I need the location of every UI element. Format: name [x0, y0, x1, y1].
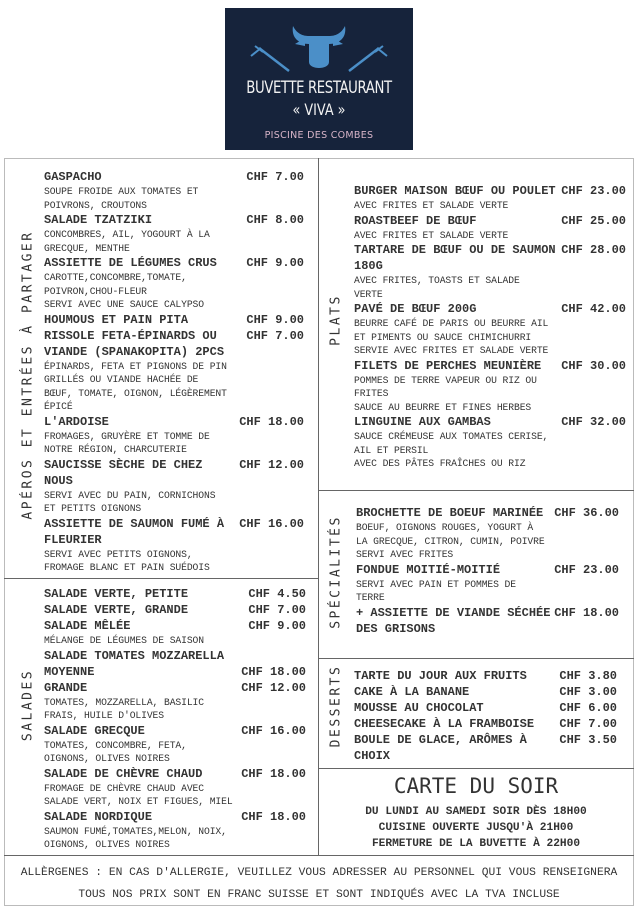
- item-description: SOUPE FROIDE AUX TOMATES ET: [44, 186, 199, 197]
- item-price: CHF 18.00: [239, 414, 304, 429]
- item-price: CHF 30.00: [561, 358, 626, 373]
- hours-line: CUISINE OUVERTE JUSQU'À 21H00: [378, 822, 574, 834]
- menu-item: [354, 716, 617, 732]
- item-description: FROMAGES, GRUYÈRE ET TOMME DE: [44, 430, 210, 442]
- item-name: GRANDE: [44, 680, 88, 695]
- item-description: SERVIE AVEC FRITES ET SALADE VERTE: [354, 345, 549, 356]
- desserts-list: [354, 668, 617, 764]
- item-name: MOUSSE AU CHOCOLAT: [354, 701, 484, 715]
- item-name: TARTE DU JOUR AUX FRUITS: [354, 669, 527, 683]
- item-name: FILETS DE PERCHES MEUNIÈRE: [354, 358, 542, 373]
- logo-location: PISCINE DES COMBES: [264, 130, 374, 141]
- item-price: CHF 7.00: [248, 603, 306, 617]
- item-description: NOTRE RÉGION, CHARCUTERIE: [44, 444, 187, 455]
- item-description: SAUCE CRÉMEUSE AUX TOMATES CERISE,: [354, 431, 549, 442]
- item-description: POIVRON,CHOU-FLEUR: [44, 285, 147, 297]
- item-description: GRECQUE, MENTHE: [44, 242, 130, 254]
- item-description: TERRE: [356, 592, 385, 603]
- hours-line: DU LUNDI AU SAMEDI SOIR DÈS 18H00: [365, 806, 587, 818]
- item-description: CONCOMBRES, AIL, YOGOURT À LA: [44, 229, 210, 240]
- item-description: BŒUF, TOMATE, OIGNON, LÉGÈREMENT: [44, 387, 227, 399]
- item-description: FROMAGE DE CHÈVRE CHAUD AVEC: [44, 782, 204, 794]
- item-price: CHF 8.00: [246, 213, 304, 227]
- item-name: SALADE GRECQUE: [44, 723, 145, 738]
- item-description: SAUCE AU BEURRE ET FINES HERBES: [354, 401, 532, 413]
- item-name: ASSIETTE DE LÉGUMES CRUS: [44, 256, 217, 270]
- item-description: MÉLANGE DE LÉGUMES DE SAISON: [44, 635, 204, 646]
- item-price: CHF 7.00: [246, 328, 304, 343]
- item-name: MOYENNE: [44, 664, 95, 679]
- carte-du-soir-title: CARTE DU SOIR: [393, 774, 559, 798]
- item-description: AVEC FRITES ET SALADE VERTE: [354, 229, 509, 241]
- item-description: BOEUF, OIGNONS ROUGES, YOGURT À: [356, 522, 534, 533]
- column-divider: [318, 158, 319, 855]
- item-description: SERVI AVEC UNE SAUCE CALYPSO: [44, 299, 204, 310]
- item-description: OIGNONS, OLIVES NOIRES: [44, 753, 170, 764]
- item-price: CHF 25.00: [561, 213, 626, 228]
- item-description: AIL ET PERSIL: [354, 444, 429, 456]
- section-divider: [318, 658, 634, 659]
- item-name: PAVÉ DE BŒUF 200G: [354, 302, 477, 316]
- item-name: LINGUINE AUX GAMBAS: [354, 415, 491, 429]
- item-price: CHF 18.00: [241, 809, 306, 824]
- menu-item: [356, 562, 619, 605]
- hours-line: FERMETURE DE LA BUVETTE À 22H00: [371, 838, 581, 850]
- item-price: CHF 3.80: [559, 669, 617, 683]
- item-description: FRAIS, HUILE D'OLIVES: [44, 710, 164, 721]
- item-description: FRITES: [354, 388, 389, 399]
- item-price: CHF 9.00: [246, 312, 304, 327]
- menu-item: [44, 457, 304, 516]
- item-name: BURGER MAISON BŒUF OU POULET: [354, 184, 556, 198]
- item-price: CHF 4.50: [248, 587, 306, 601]
- menu-item: [354, 668, 617, 684]
- item-name: SALADE NORDIQUE: [44, 809, 153, 824]
- menu-item: [44, 766, 306, 809]
- menu-item: [44, 809, 306, 852]
- item-name: ROASTBEEF DE BŒUF: [354, 213, 477, 228]
- menu-item: [356, 505, 619, 562]
- menu-item: [44, 723, 306, 766]
- item-price: CHF 23.00: [554, 562, 619, 577]
- logo-viva: « VIVA »: [292, 100, 346, 119]
- item-price: CHF 12.00: [239, 457, 304, 472]
- item-name: TARTARE DE BŒUF OU DE SAUMON 180G: [354, 243, 556, 273]
- item-price: CHF 3.00: [559, 685, 617, 699]
- item-price: CHF 9.00: [246, 256, 304, 270]
- section-divider: [4, 855, 634, 856]
- item-name: CHEESECAKE À LA FRAMBOISE: [354, 717, 535, 731]
- section-divider: [318, 490, 634, 491]
- item-description: SERVI AVEC FRITES: [356, 549, 454, 560]
- item-price: CHF 32.00: [561, 415, 626, 429]
- item-description: ET PETITS OIGNONS: [44, 503, 142, 514]
- menu-item: [354, 213, 626, 243]
- menu-item: [354, 358, 626, 415]
- menu-item: [44, 664, 306, 680]
- item-price: CHF 36.00: [554, 506, 619, 520]
- item-description: AVEC DES PÂTES FRAÎCHES OU RIZ: [354, 458, 526, 469]
- item-price: CHF 12.00: [241, 680, 306, 695]
- logo-name: BUVETTE RESTAURANT: [246, 78, 392, 98]
- item-name: RISSOLE FETA-ÉPINARDS OU VIANDE (SPANAKOPITA) 2PCS: [44, 328, 225, 359]
- item-price: CHF 42.00: [561, 302, 626, 316]
- menu-item: [44, 212, 304, 255]
- menu-item: [44, 618, 306, 648]
- menu-item: [44, 255, 304, 312]
- item-price: CHF 18.00: [241, 766, 306, 781]
- item-price: CHF 3.50: [559, 733, 617, 747]
- item-description: SERVI AVEC PETITS OIGNONS,: [44, 548, 193, 560]
- item-price: CHF 28.00: [561, 243, 626, 257]
- item-description: AVEC FRITES ET SALADE VERTE: [354, 200, 509, 211]
- item-name: SAUCISSE SÈCHE DE CHEZ NOUS: [44, 457, 203, 488]
- item-name: BOULE DE GLACE, ARÔMES À CHOIX: [354, 733, 527, 763]
- aperos-list: [44, 169, 304, 575]
- menu-item: [44, 586, 306, 602]
- item-name: L'ARDOISE: [44, 414, 109, 429]
- item-description: OIGNONS, OLIVES NOIRES: [44, 839, 170, 850]
- plats-list: [354, 183, 626, 471]
- item-price: CHF 16.00: [241, 723, 306, 738]
- item-description: CAROTTE,CONCOMBRE,TOMATE,: [44, 272, 187, 283]
- item-price: CHF 9.00: [248, 619, 306, 633]
- menu-item: [44, 680, 306, 723]
- item-description: TOMATES, CONCOMBRE, FETA,: [44, 739, 187, 751]
- item-name: SALADE VERTE, GRANDE: [44, 603, 189, 617]
- item-description: FROMAGE BLANC ET PAIN SUÉDOIS: [44, 562, 210, 573]
- item-name: SALADE MÊLÉE: [44, 619, 131, 633]
- salades-list: [44, 586, 306, 852]
- item-name: BROCHETTE DE BOEUF MARINÉE: [356, 506, 544, 520]
- item-description: AVEC FRITES, TOASTS ET SALADE: [354, 275, 520, 286]
- item-price: CHF 18.00: [241, 664, 306, 679]
- menu-item: [354, 301, 626, 358]
- item-price: CHF 16.00: [239, 516, 304, 531]
- item-description: POIVRONS, CROUTONS: [44, 199, 147, 211]
- footer: [4, 862, 634, 906]
- menu-item: [44, 328, 304, 414]
- carte-du-soir-hours: [318, 804, 634, 852]
- item-description: SAUMON FUMÉ,TOMATES,MELON, NOIX,: [44, 825, 227, 837]
- menu-item: [44, 648, 306, 664]
- item-price: CHF 23.00: [561, 184, 626, 198]
- menu-item: [44, 516, 304, 575]
- item-price: CHF 7.00: [559, 717, 617, 731]
- item-name: CAKE À LA BANANE: [354, 685, 470, 699]
- item-description: BEURRE CAFÉ DE PARIS OU BEURRE AIL: [354, 318, 549, 329]
- menu-item: [354, 732, 617, 764]
- menu-item: [354, 684, 617, 700]
- section-label-plats: PLATS: [328, 294, 344, 346]
- item-description: ÉPINARDS, FETA ET PIGNONS DE PIN: [44, 360, 227, 372]
- item-name: SALADE DE CHÈVRE CHAUD: [44, 766, 203, 781]
- item-description: ET PIMENTS OU SAUCE CHIMICHURRI: [354, 331, 532, 343]
- item-description: VERTE: [354, 288, 383, 300]
- menu-item: [44, 312, 304, 328]
- price-notice: TOUS NOS PRIX SONT EN FRANC SUISSE ET SONT INDIQUÉS AVEC LA TVA INCLUSE: [78, 889, 560, 901]
- bull-forks-icon: [225, 8, 413, 78]
- menu-item: [354, 414, 626, 471]
- menu-item: [44, 602, 306, 618]
- item-description: POMMES DE TERRE VAPEUR OU RIZ OU: [354, 374, 537, 386]
- item-price: CHF 7.00: [246, 170, 304, 184]
- specialites-list: [356, 505, 619, 637]
- item-name: ASSIETTE DE SAUMON FUMÉ À FLEURIER: [44, 516, 225, 547]
- menu-item: [44, 169, 304, 212]
- menu-item: [356, 605, 619, 637]
- item-description: LA GRECQUE, CITRON, CUMIN, POIVRE: [356, 535, 545, 547]
- menu-item: [44, 414, 304, 457]
- menu-item: [354, 700, 617, 716]
- item-name: GASPACHO: [44, 170, 102, 184]
- item-price: CHF 6.00: [559, 701, 617, 715]
- item-name: HOUMOUS ET PAIN PITA: [44, 312, 189, 327]
- menu-item: [354, 242, 626, 301]
- section-label-aperos: APÉROS ET ENTRÉES À PARTAGER: [20, 230, 36, 520]
- restaurant-logo: [225, 8, 413, 150]
- menu-item: [354, 183, 626, 213]
- section-label-desserts: DESSERTS: [328, 664, 344, 748]
- item-name: SALADE TZATZIKI: [44, 213, 153, 227]
- item-name: FONDUE MOITIÉ-MOITIÉ: [356, 562, 501, 577]
- item-name: SALADE TOMATES MOZZARELLA: [44, 648, 225, 663]
- section-label-specialites: SPÉCIALITÉS: [328, 515, 344, 629]
- item-description: TOMATES, MOZZARELLA, BASILIC: [44, 696, 204, 708]
- allergen-notice: ALLÈRGENES : EN CAS D'ALLERGIE, VEUILLEZ VOUS ADRESSER AU PERSONNEL QUI VOUS RENSEIGNERA: [20, 867, 618, 879]
- item-name: + ASSIETTE DE VIANDE SÉCHÉE DES GRISONS: [356, 605, 551, 636]
- section-divider: [4, 578, 318, 579]
- section-label-salades: SALADES: [20, 668, 36, 742]
- item-description: SERVI AVEC DU PAIN, CORNICHONS: [44, 489, 216, 501]
- item-description: ÉPICÉ: [44, 401, 73, 412]
- section-divider: [318, 768, 634, 769]
- item-description: SALADE VERT, NOIX ET FIGUES, MIEL: [44, 796, 233, 807]
- item-price: CHF 18.00: [554, 605, 619, 620]
- item-description: SERVI AVEC PAIN ET POMMES DE: [356, 578, 516, 590]
- item-name: SALADE VERTE, PETITE: [44, 587, 189, 601]
- item-description: GRILLÉS OU VIANDE HACHÉE DE: [44, 374, 199, 385]
